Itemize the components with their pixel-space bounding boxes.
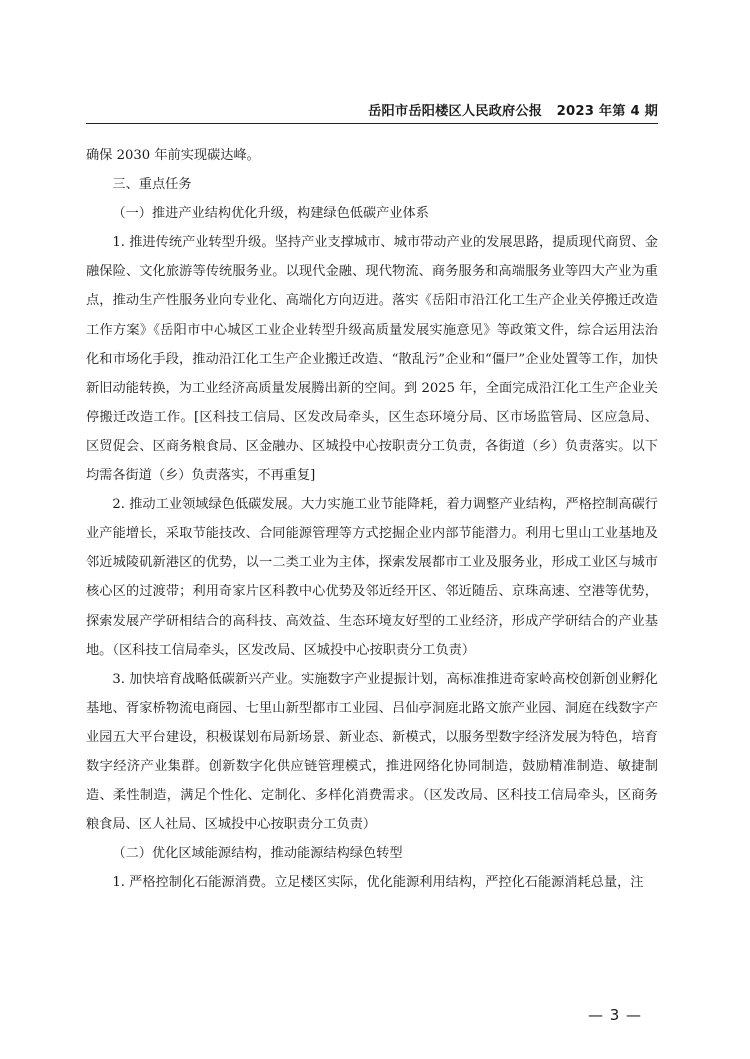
page-number: — 3 — xyxy=(587,1006,643,1024)
paragraph-item-3: 3. 加快培育战略低碳新兴产业。实施数字产业提振计划，高标准推进奇家岭高校创新创业孵化基地、胥家桥物流电商园、七里山新型都市工业园、吕仙亭洞庭北路文旅产业园、洞庭在线数字产业园五大平台建设，积极谋划布局新场景、新业态、新模式，以服务型数字经济发展为特色，培育数字经济产业集群。创新数字化供应链管理模式，推进网络化协同制造，鼓励精准制造、敏捷制造、柔性制造，满足个性化、定制化、多样化消费需求。（区发改局、区科技工信局牵头，区商务粮食局、区人社局、区城投中心按职责分工负责） xyxy=(86,671,658,833)
gazette-title: 岳阳市岳阳楼区人民政府公报 xyxy=(368,104,543,119)
header-divider xyxy=(86,123,658,124)
paragraph-item-2: 2. 推动工业领域绿色低碳发展。大力实施工业节能降耗，着力调整产业结构，严格控制高碳行业产能增长，采取节能技改、合同能源管理等方式挖掘企业内部节能潜力。利用七里山工业基地及邻近城陵矶新港区的优势，以一二类工业为主体，探索发展都市工业及服务业，形成工业区与城市核心区的过渡带；利用奇家片区科教中心优势及邻近经开区、邻近随岳、京珠高速、空港等优势，探索发展产学研相结合的高科技、高效益、生态环境友好型的工业经济，形成产学研结合的产业基地。（区科技工信局牵头，区发改局、区城投中心按职责分工负责） xyxy=(86,497,658,658)
issue-number: 2023 年第 4 期 xyxy=(556,104,658,119)
paragraph-item-4: 1. 严格控制化石能源消费。立足楼区实际，优化能源利用结构，严控化石能源消耗总量，注 xyxy=(112,875,644,891)
paragraph-continuation: 确保 2030 年前实现碳达峰。 xyxy=(86,148,260,163)
paragraph-item-1: 1. 推进传统产业转型升级。坚持产业支撑城市、城市带动产业的发展思路，提质现代商贸、金融保险、文化旅游等传统服务业。以现代金融、现代物流、商务服务和高端服务业等四大产业为重点，推动生产性服务业向专业化、高端化方向迈进。落实《岳阳市沿江化工生产企业关停搬迁改造工作方案》《岳阳市中心城区工业企业转型升级高质量发展实施意见》等政策文件，综合运用法治化和市场化手段，推动沿江化工生产企业搬迁改造、“散乱污”企业和“僵尸”企业处置等工作，加快新旧动能转换，为工业经济高质量发展腾出新的空间。到 2025 年，全面完成沿江化工生产企业关停搬迁改造工作。[区科技工信局、区发改局牵头，区生态环境分局、区市场监管局、区应急局、区贸促会、区商务粮食局、区金融办、区城投中心按职责分工负责，各街道（乡）负责落实。以下均需各街道（乡）负责落实，不再重复] xyxy=(86,235,658,484)
section-heading: 三、重点任务 xyxy=(112,177,192,193)
subsection-heading-1: （一）推进产业结构优化升级，构建绿色低碳产业体系 xyxy=(112,206,429,222)
subsection-heading-2: （二）优化区域能源结构，推动能源结构绿色转型 xyxy=(112,846,403,862)
page-header xyxy=(86,100,658,119)
document-body xyxy=(86,141,658,897)
